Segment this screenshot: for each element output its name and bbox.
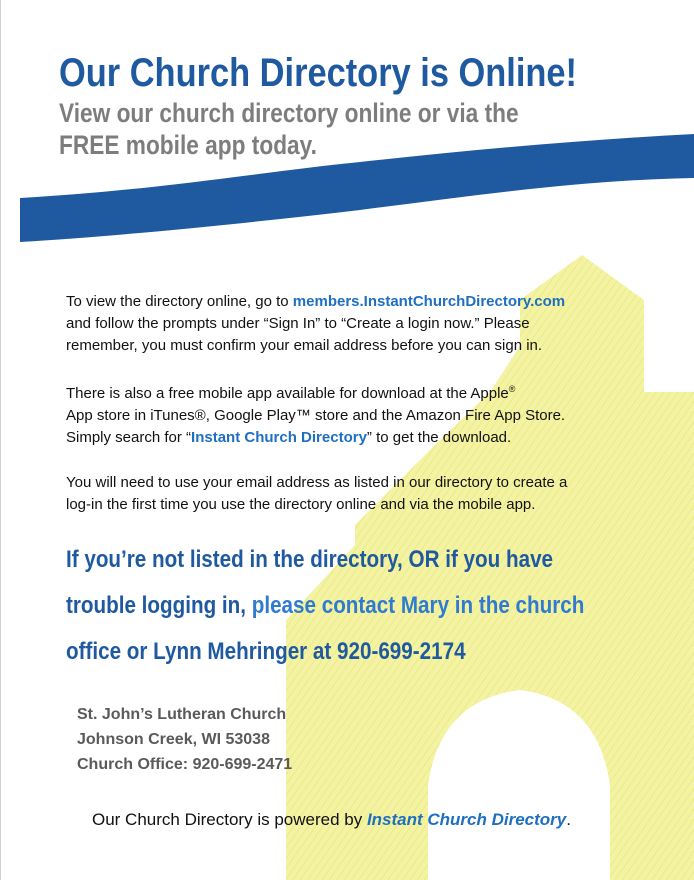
- app-line-1: [66, 383, 656, 405]
- footer-text: .: [566, 810, 571, 829]
- subtitle-line-1: View our church directory online or via the: [59, 98, 519, 128]
- instructions-line-3: remember, you must confirm your email address before you can sign in.: [66, 337, 543, 354]
- callout-text-highlight: please contact Mary in the church: [251, 592, 585, 619]
- instructions-line-2: and follow the prompts under “Sign In” to “Create a login now.” Please: [66, 315, 530, 332]
- callout-line-1: If you’re not listed in the directory, OR if you have: [66, 546, 554, 573]
- powered-by-footer: [92, 809, 571, 831]
- church-address: [77, 702, 292, 777]
- page-subtitle: [59, 97, 519, 161]
- contact-callout: [66, 537, 584, 675]
- callout-text: trouble logging in,: [66, 592, 252, 619]
- directory-website-link[interactable]: members.InstantChurchDirectory.com: [292, 293, 566, 310]
- online-instructions: [66, 291, 656, 357]
- app-line-2: App store in iTunes®, Google Play™ store and the Amazon Fire App Store.: [66, 407, 566, 424]
- app-text: Simply search for “: [66, 429, 192, 446]
- callout-line-2: [66, 583, 584, 629]
- church-office-phone: Church Office: 920-699-2471: [77, 756, 293, 773]
- registered-mark: ®: [508, 384, 516, 394]
- mobile-app-instructions: [66, 383, 656, 449]
- church-name: St. John’s Lutheran Church: [77, 706, 287, 723]
- callout-line-3: office or Lynn Mehringer at 920-699-2174: [66, 638, 466, 665]
- instructions-line-1: [66, 291, 656, 313]
- login-note: [66, 472, 656, 516]
- app-search-term: Instant Church Directory: [191, 429, 367, 446]
- login-line-2: log-in the first time you use the directory online and via the mobile app.: [66, 496, 536, 513]
- footer-brand: Instant Church Directory: [366, 810, 567, 829]
- instructions-text: To view the directory online, go to: [66, 293, 293, 310]
- footer-text: Our Church Directory is powered by: [92, 810, 367, 829]
- app-text: ” to get the download.: [366, 429, 512, 446]
- app-line-3: [66, 427, 656, 449]
- church-city: Johnson Creek, WI 53038: [77, 731, 270, 748]
- subtitle-line-2: FREE mobile app today.: [59, 130, 317, 160]
- app-text: There is also a free mobile app available for download at the Apple: [66, 385, 509, 402]
- page-title: Our Church Directory is Online!: [59, 51, 578, 95]
- login-line-1: You will need to use your email address as listed in our directory to create a: [66, 474, 568, 491]
